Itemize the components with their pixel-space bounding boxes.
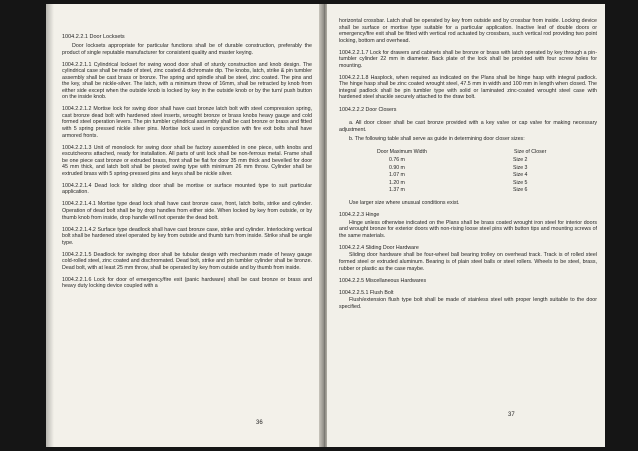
table-row (377, 172, 547, 180)
table-cell: Size 3 (513, 164, 528, 171)
paragraph: horizontal crossbar. Latch shall be operated by key from outside and by crossbar from inside. Locking device shall be surface or mortise type suitable for a particular application. Inactive leaf of double doors or emergency/fire exit shall be fitted with vertical rod actuated by crossbars, such vertical rod providing two point locking, bottom and overhead. (339, 18, 597, 44)
paragraph: 1004.2.2.1.3 Unit of monolock for swing door shall be factory assembled in one piece, with knobs and escutcheons attached, ready for installation. All parts of unit lock shall be non-ferrous metal. Frame shall be one piece cast bronze or extruded brass, front shall be flat for door 35 mm thick and bevelled for door 45 mm thick, and latch bolt shall be pivoted swing type with minimum 26 mm throw. Cylinder shall be extruded brass with 5 spring-pressed pins and keys shall be nickle silver. (62, 144, 312, 177)
paragraph: 1004.2.2.1.2 Mortise lock for swing door shall have cast bronze latch bolt with steel compression spring, cast bronze dead bolt with hardened steel inserts, wrought bronze or brass knobs heavy gauge and cold formed steel operation levers. The pin tumbler cylindrical assembly shall be cast bronze or brass and fitted with 5 spring pressed nickle silver pins. Mortise lock used in conjunction with fire exit bolts shall have armored fronts. (62, 106, 312, 139)
table-cell: 1.20 m (389, 179, 405, 186)
paragraph: 1004.2.2.1.5 Deadlock for swinging door shall be tubular design with mechanism made of heavy gauge cold-rolled steel, zinc coated and dischromated. Dead bolt, strike and pin tumbler cylinder shall be bronze. Dead bolt, with at least 25 mm throw, shall be operated by key from outside and by thumb from inside. (62, 251, 312, 271)
paragraph: b. The following table shall serve as guide in determining door closer sizes: (349, 136, 525, 143)
paragraph: 1004.2.2.1.8 Hasplock, when required as indicated on the Plans shall be hinge hasp with integral padlock. The hinge hasp shall be zinc coated wrought steel, 47.5 mm in width and 100 mm in length when closed. The integral padlock shall be pin tumbler type with solid or laminated zinc-coated wrought steel case with hardened steel shackle securely attached to the draw bolt. (339, 74, 597, 101)
flush-bolt-heading: 1004.2.2.5.1 Flush Bolt (339, 289, 394, 296)
door-locksets-heading: 1004.2.2.1 Door Locksets (62, 34, 125, 40)
table-header: Size of Closer (514, 148, 547, 155)
table-cell: 1.37 m (389, 187, 405, 194)
misc-hardware-heading: 1004.2.2.5 Miscellaneous Hardwares (339, 277, 427, 284)
table-row (377, 157, 547, 165)
sliding-door-heading: 1004.2.2.4 Sliding Door Hardware (339, 244, 419, 251)
right-page (327, 4, 605, 447)
table-cell: Size 6 (513, 187, 528, 194)
table-cell: Size 5 (513, 179, 528, 186)
paragraph: Hinge unless otherwise indicated on the Plans shall be brass coated wrought iron steel for interior doors and wrought bronze for exterior doors with non-rising loose steel pins with button tips and mounting screws of the same materials. (339, 219, 597, 239)
table-cell: Size 2 (513, 157, 528, 164)
paragraph: 1004.2.2.1.4.2 Surface type deadlock shall have cast bronze case, strike and cylinder. Interlocking vertical bolt shall be hardened steel operated by key from outside and thumb turn from inside. Strike shall be angle type. (62, 226, 312, 246)
table-row (377, 187, 547, 195)
paragraph: 1004.2.2.1.4.1 Mortise type dead lock shall have cast bronze case, front, latch bolts, strike and cylinder. Operation of dead bolt shall be by drop handles from either side. When locked by key from outside, or by thumb knob from inside, drop handle will not operate the dead bolt. (62, 201, 312, 221)
paragraph: 1004.2.2.1.7 Lock for drawers and cabinets shall be bronze or brass with latch operated by key through a pin-tumbler cylinder 22 mm in diameter. Back plate of the lock shall be provided with four screw holes for mounting. (339, 49, 597, 69)
table-cell: 0.90 m (389, 164, 405, 171)
page-number-left: 36 (256, 420, 263, 426)
table-header: Door Maximum Width (377, 148, 427, 155)
left-page (46, 4, 322, 447)
paragraph: 1004.2.2.1.6 Lock for door of emergency/fire exit (panic hardware) shall be cast bronze or brass and heavy duty locking device coupled with a (62, 276, 312, 290)
table-row (377, 164, 547, 172)
table-row (377, 179, 547, 187)
hinge-heading: 1004.2.2.3 Hinge (339, 212, 380, 219)
paragraph: a. All door closer shall be cast bronze provided with a key valve or cap valve for making necessary adjustment. (339, 120, 597, 133)
paragraph: Sliding door hardware shall be four-wheel ball bearing trolley on overhead track. Track is of rolled steel formed steel or extruded aluminum. Bearing is of plain steel balls or steel rollers. Wheels to be steel, brass, rubber or plastic as the case maybe. (339, 252, 597, 272)
page-edge-shadow (46, 4, 54, 447)
table-cell: Size 4 (513, 172, 528, 179)
table-cell: 0.76 m (389, 157, 405, 164)
page-number-right: 37 (508, 412, 515, 418)
paragraph: Door locksets appropriate for particular functions shall be of durable construction, preferably the product of single reputable manufacturer for consistent quality and master keying. (62, 43, 312, 56)
door-closers-heading: 1004.2.2.2 Door Closers (339, 106, 397, 113)
paragraph: 1004.2.2.1.1 Cylindrical lockset for swing wood door shall of sturdy construction and knob design. The cylindrical case shall be made of steel, zinc coated & dichromate dip. The knobs, latch, strike & pin tumbler assembly shall be cast brass or bronze. The spring and spindle shall be steel, zinc coated. The pins and the key, shall be nickle-silver. The latch, with a minimum throw of 16mm, shall be retracted by knob from either side except when the outside knob is locked by key in the outside knob or by the turn/ push button on the inside knob. (62, 61, 312, 101)
paragraph: Use larger size where unusual conditions exist. (349, 200, 460, 207)
table-cell: 1.07 m (389, 172, 405, 179)
paragraph: 1004.2.2.1.4 Dead lock for sliding door shall be mortise or surface mounted type to suit particular application. (62, 182, 312, 196)
paragraph: Flush/extension flush type bolt shall be made of stainless steel with proper length suitable to the door specified. (339, 297, 597, 310)
door-closer-table (377, 147, 547, 195)
